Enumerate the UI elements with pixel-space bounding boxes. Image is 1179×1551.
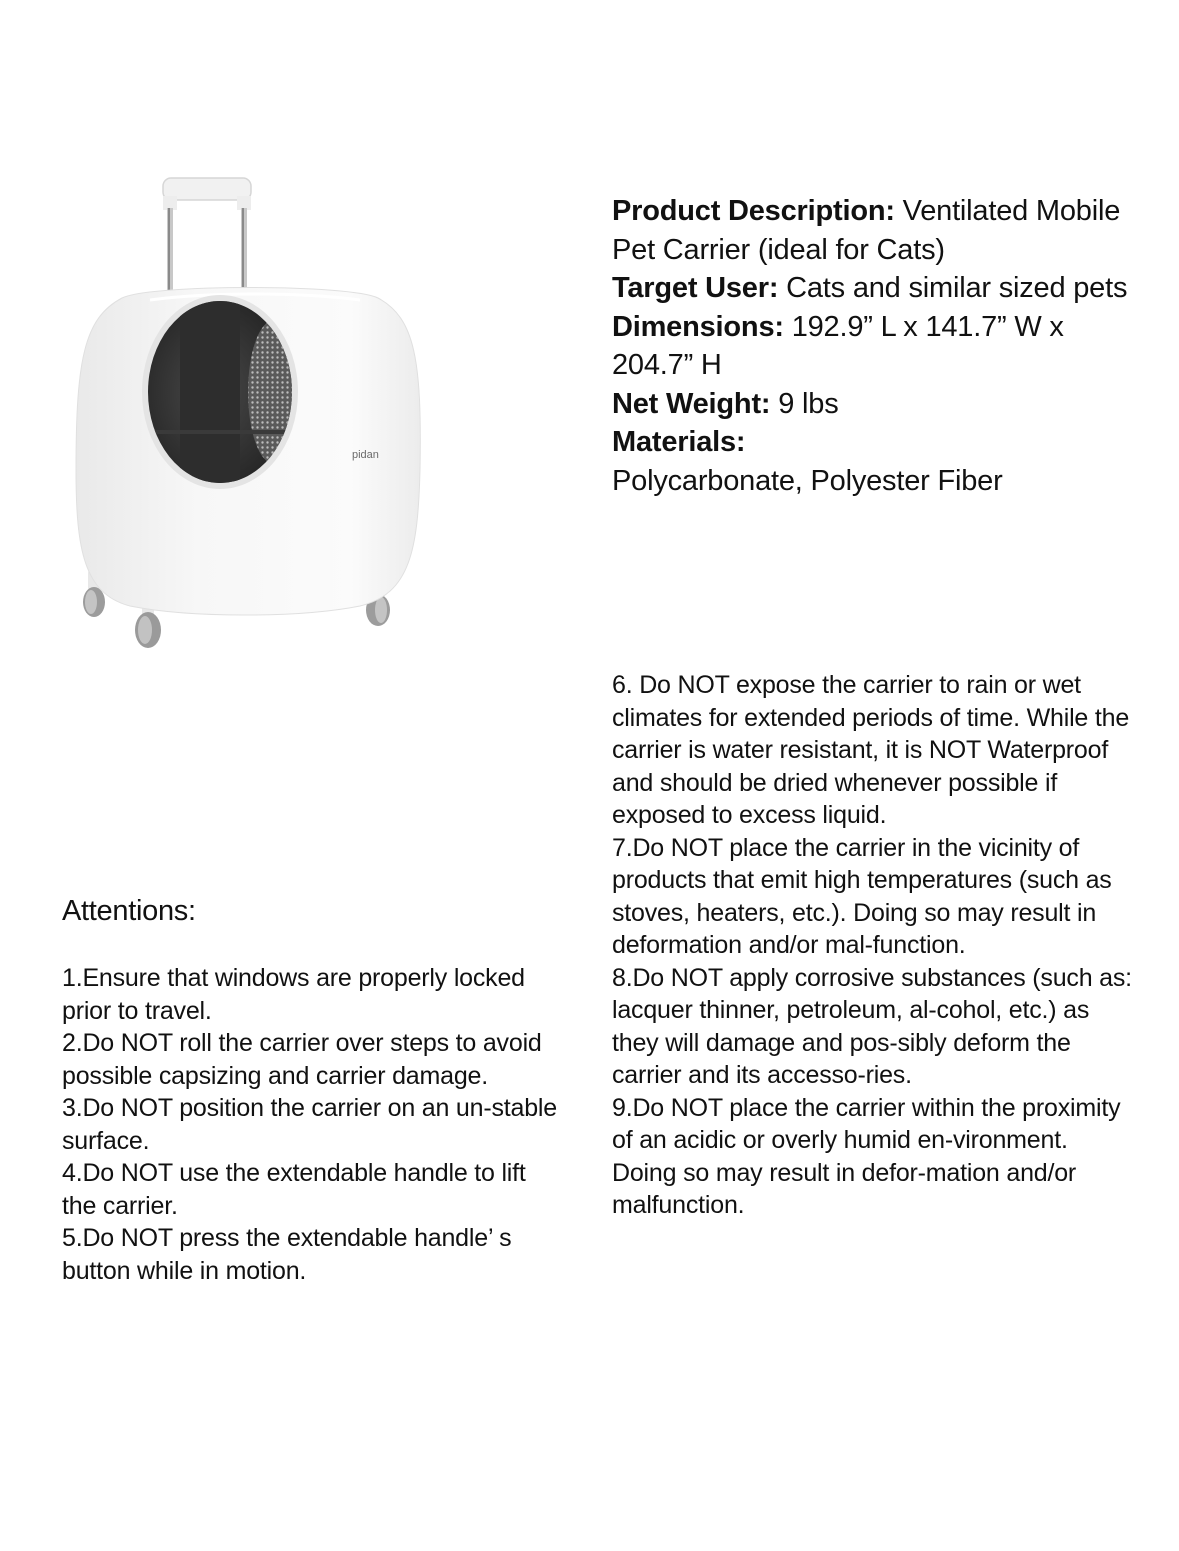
attention-item-9: 9.Do NOT place the carrier within the proximity of an acidic or overly humid en-vironment. Doing so may result in defor-mation and/or malfunction.	[612, 1093, 1121, 1219]
attention-item-1: 1.Ensure that windows are properly locked prior to travel.	[62, 964, 525, 1025]
attention-item-7: 7.Do NOT place the carrier in the vicinity of products that emit high temperatures (such as stoves, heaters, etc.). Doing so may result in deformation and/or mal-function.	[612, 833, 1112, 959]
attentions-list-left	[62, 962, 562, 1287]
spec-description-value: Ventilated Mobile Pet Carrier (ideal for Cats)	[612, 195, 1121, 266]
attentions-list-right	[612, 669, 1132, 1222]
spec-target-label: Target User:	[612, 272, 779, 304]
attention-item-3: 3.Do NOT position the carrier on an un-stable surface.	[62, 1094, 557, 1155]
product-specs	[612, 192, 1132, 500]
spec-description-label: Product Description:	[612, 195, 895, 227]
spec-materials	[612, 423, 1132, 462]
spec-target-user	[612, 269, 1132, 308]
spec-materials-value: Polycarbonate, Polyester Fiber	[612, 464, 1003, 497]
attentions-title: Attentions:	[62, 895, 196, 927]
attention-item-5: 5.Do NOT press the extendable handle’ s button while in motion.	[62, 1224, 512, 1285]
spec-target-value: Cats and similar sized pets	[778, 272, 1128, 304]
product-image	[60, 170, 440, 670]
pet-carrier-illustration	[60, 170, 440, 670]
spec-dimensions-label: Dimensions:	[612, 310, 784, 343]
spec-weight-label: Net Weight:	[612, 387, 771, 420]
spec-dimensions-value: 192.9” L x 141.7” W x 204.7” H	[612, 310, 1064, 381]
attention-item-8: 8.Do NOT apply corrosive substances (such as: lacquer thinner, petroleum, al-cohol, etc.) as they will damage and pos-sibly deform the carrier and its accesso-ries.	[612, 963, 1132, 1089]
spec-dimensions	[612, 308, 1132, 385]
attention-item-6: 6. Do NOT expose the carrier to rain or wet climates for extended periods of time. While the carrier is water resistant, it is NOT Waterproof and should be dried whenever possible if exposed to excess liquid.	[612, 671, 1130, 829]
spec-materials-label: Materials:	[612, 426, 746, 458]
spec-weight-value: 9 lbs	[770, 387, 839, 420]
attention-item-4: 4.Do NOT use the extendable handle to lift the carrier.	[62, 1159, 526, 1220]
attention-item-2: 2.Do NOT roll the carrier over steps to avoid possible capsizing and carrier damage.	[62, 1029, 542, 1090]
extendable-handle	[163, 178, 251, 304]
spec-description	[612, 192, 1132, 269]
brand-logo: pidan	[352, 449, 379, 461]
spec-net-weight	[612, 385, 1132, 424]
